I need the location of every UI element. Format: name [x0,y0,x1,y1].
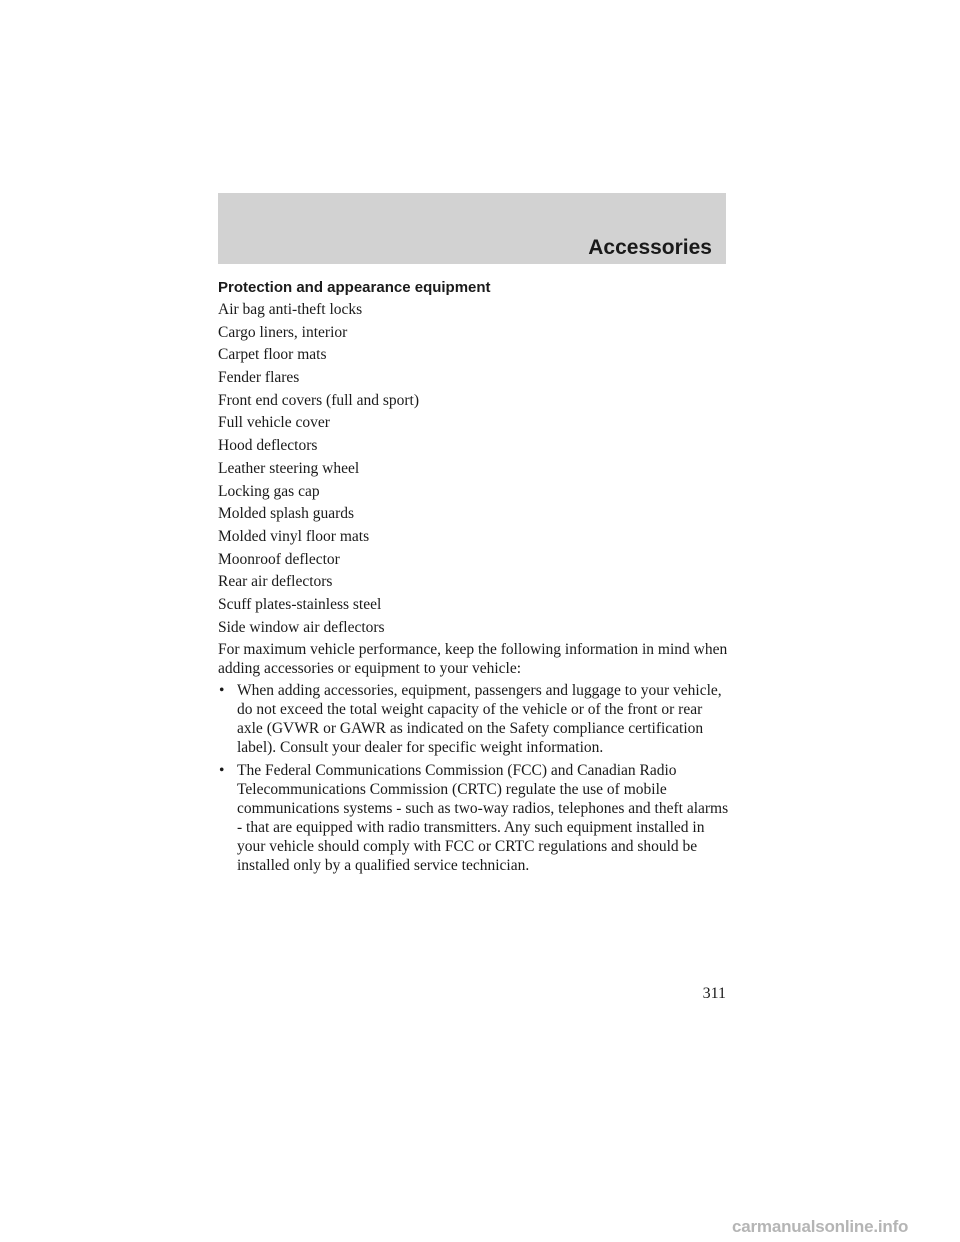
watermark: carmanualsonline.info [732,1217,909,1236]
bullet-item [218,761,730,875]
header-band [218,193,726,264]
list-item: Side window air deflectors [218,618,385,636]
content [218,278,730,879]
list-item: Full vehicle cover [218,414,330,432]
bullet-text: When adding accessories, equipment, passengers and luggage to your vehicle, do not exceed the total weight capacity of the vehicle or of the front or rear axle (GVWR or GAWR as indicated on the Safety compliance certification label). Consult your dealer for specific weight information. [237,682,722,757]
list-item: Molded splash guards [218,505,355,523]
list-item: Locking gas cap [218,482,320,500]
list-item: Scuff plates-stainless steel [218,595,382,613]
list-item: Fender flares [218,369,300,387]
list-item: Moonroof deflector [218,550,340,568]
bullet-icon: • [219,762,225,780]
list-item: Air bag anti-theft locks [218,301,363,318]
bullet-text: The Federal Communications Commission (FCC) and Canadian Radio Telecommunications Commission (CRTC) regulate the use of mobile communications systems - such as two-way radios, telephones and theft alarms - that are equipped with radio transmitters. Any such equipment installed in your vehicle should comply with FCC or CRTC regulations and should be installed only by a qualified service technician. [237,762,729,875]
bullet-list [218,681,730,875]
list-item: Rear air deflectors [218,573,333,591]
list-item: Hood deflectors [218,437,318,455]
bullet-icon: • [219,682,225,700]
list-item: Molded vinyl floor mats [218,527,370,545]
list-item: Carpet floor mats [218,346,327,364]
page-title: Accessories [588,236,712,259]
page-number: 311 [702,985,726,1002]
intro-paragraph: For maximum vehicle performance, keep the following information in mind when adding accessories or equipment to your vehicle: [218,641,728,678]
list-item: Leather steering wheel [218,459,360,477]
list-item: Cargo liners, interior [218,323,348,341]
equipment-list [218,300,730,638]
list-item: Front end covers (full and sport) [218,391,420,409]
section-heading: Protection and appearance equipment [218,279,491,296]
bullet-item [218,681,730,757]
